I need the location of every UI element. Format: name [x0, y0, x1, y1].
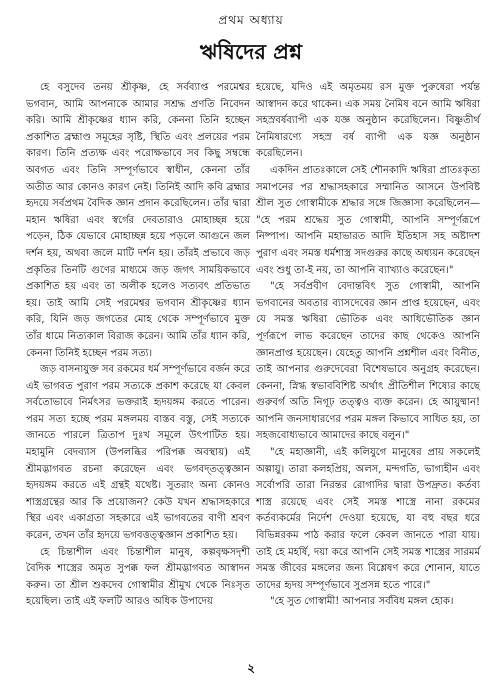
paragraph: হে বসুদেব তনয় শ্রীকৃষ্ণ, হে সর্বব্যাপ্ত পরমেশ্বর ভগবান, আমি আপনাকে আমার সশ্রদ্ধ প্রণতি নিবেদন করি। আমি শ্রীকৃষ্ণের ধ্যান করি, কেননা তিনি হচ্ছেন প্রকাশিত ব্রহ্মাণ্ড সমূহের সৃষ্টি, স্থিতি এবং প্রলয়ের পরম কারণ। তিনি প্রত্যক্ষ এবং পরোক্ষভাবে সব কিছু সম্বন্ধে অবগত এবং তিনি সম্পূর্ণভাবে স্বাধীন, কেননা তাঁর অতীত আর কোনও কারণ নেই। তিনিই আদি কবি ব্রহ্মার হৃদয়ে সর্বপ্রথম বৈদিক জ্ঞান প্রদান করেছিলেন। তাঁর দ্বারা মহান ঋষিরা এবং স্বর্গের দেবতারাও মোহাচ্ছন্ন হয়ে পড়েন, ঠিক যেভাবে মোহাচ্ছন্ন হয়ে পড়লে আগুনে জল দর্শন হয়, অথবা জলে মাটি দর্শন হয়। তাঁরই প্রভাবে জড় প্রকৃতির তিনটি গুণের মাধ্যমে জড় জগৎ সাময়িকভাবে প্রকাশিত হয় এবং তা অলীক হলেও সত্যবৎ প্রতিভাত হয়। তাই আমি সেই পরমেশ্বর ভগবান শ্রীকৃষ্ণের ধ্যান করি, যিনি জড় জগতের মোহ থেকে সম্পূর্ণভাবে মুক্ত তাঁর ধামে নিত্যকাল বিরাজ করেন। আমি তাঁর ধ্যান করি, কেননা তিনিই হচ্ছেন পরম সত্য।: [26, 82, 250, 359]
paragraph: জড় বাসনাযুক্ত সব রকমের ধর্ম সম্পূর্ণভাবে বর্জন করে এই ভাগবত পুরাণ পরম সত্যকে প্রকাশ করেছে যা কেবল সর্বতোভাবে নির্মৎসর ভক্তরাই হৃদয়ঙ্গম করতে পারেন। পরম সত্য হচ্ছে পরম মঙ্গলময় বাস্তব বস্তু, সেই সত্যকে জানতে পারলে ত্রিতাপ দুঃখ সমূলে উৎপাটিত হয়। মহামুনি বেদব্যাস (উপলব্ধির পরিপক্ক অবস্থায়) এই শ্রীমদ্ভাগবত রচনা করেছেন এবং ভগবদ্তত্ত্বজ্ঞান হৃদয়ঙ্গম করতে এই গ্রন্থই যথেষ্ট। সুতরাং অন্য কোনও শাস্ত্রগ্রন্থের আর কি প্রয়োজন? কেউ যখন শ্রদ্ধাসহকারে স্থির এবং একাগ্রতা সহকারে এই ভাগবতের বাণী শ্রবণ করেন, তখন তাঁর হৃদয়ে ভগবত্তত্ত্বজ্ঞান প্রকাশিত হয়।: [26, 364, 250, 542]
chapter-title: ঋষিদের প্রশ্ন: [199, 39, 303, 64]
paragraph: হয়েছে, যদিও এই অমৃতময় রস মুক্ত পুরুষেরা পর্যন্ত আস্বাদন করে থাকেন। এক সময় নৈমিষ বনে আমি ঋষিরা সহস্রবর্ষব্যাপী এক যজ্ঞ অনুষ্ঠান করেছিলেন। বিষ্ণুতীর্থ নৈমিষারণ্যে সহস্র বর্ষ ব্যাপী এক যজ্ঞ অনুষ্ঠান করেছিলেন।: [256, 82, 480, 160]
left-column: [26, 80, 250, 611]
paragraph: একদিন প্রাতঃকালে সেই শৌনকাদি ঋষিরা প্রাতঃকৃত্য সমাপনের পর শ্রদ্ধাসহকারে সম্মানিত আসনে উপবিষ্ট শ্রীল সুত গোস্বামীকে শ্রদ্ধার সঙ্গে জিজ্ঞাসা করেছিলেন— "হে পরম শ্রদ্ধেয় সুত গোস্বামী, আপনি সম্পূর্ণরূপে নিষ্পাপ। আপনি মহাভারত আদি ইতিহাস সহ অষ্টাদশ পুরাণ এবং সমস্ত ধর্মশাস্ত্র সদগুরুর কাছে অধ্যয়ন করেছেন এবং শুধু তা-ই নয়, তা আপনি ব্যাখ্যাও করেছেন।": [256, 164, 480, 276]
paragraph: "হে সর্বপ্রবীণ বেদান্তবিৎ সুত গোস্বামী, আপনি ভগবানের অবতার ব্যাসদেবের জ্ঞান প্রাপ্ত হয়েছেন, এবং যে সমস্ত ঋষিরা ভৌতিক এবং আধিভৌতিক জ্ঞান পূর্ণরূপে লাভ করেছেন তাদের কাছ থেকেও আপনি জ্ঞানপ্রাপ্ত হয়েছেন। যেহেতু আপনি প্রশ্নশীল এবং বিনীত, তাই আপনার গুরুদেবেরা বিশেষভাবে অনুগ্রহ করেছেন। কেননা, স্নিগ্ধ স্বভাববিশিষ্ট অর্থাৎ প্রীতিশীল শিষ্যের কাছে গুরুবর্গ অতি নিগূঢ় তত্ত্বও ব্যক্ত করেন। হে আয়ুষ্মান! আপনি জনসাধারণের পরম মঙ্গল কিভাবে সাধিত হয়, তা সহজবোধ্যভাবে আমাদের কাছে বলুন।": [256, 281, 480, 442]
chapter-label: প্রথম অধ্যায়: [218, 13, 284, 27]
paragraph: "হে সুত গোস্বামী! আপনার সর্ববিধ মঙ্গল হোক।: [270, 596, 454, 608]
paragraph: হে চিন্তাশীল এবং চিন্তাশীল মানুষ, কল্পবৃক্ষসদৃশী বৈদিক শাস্ত্রের অমৃত সুপক্ক ফল শ্রীমদ্ভাগবত আস্বাদন করুন। তা শ্রীল শুকদেব গোস্বামীর শ্রীমুখ থেকে নিঃসৃত হয়েছিল। তাই এই ফলটি আরও অধিক উপাদেয়: [26, 546, 250, 608]
page-number: ২: [247, 661, 255, 675]
right-column: [256, 80, 480, 611]
paragraph: "হে মহাজ্ঞানী, এই কলিযুগে মানুষের প্রায় সকলেই অল্পায়ু। তারা কলহপ্রিয়, অলস, মন্দগতি, ভাগ্যহীন এবং সর্বোপরি তারা নিরন্তর রোগাদির দ্বারা উপদ্রুত। কর্তব্য শাস্ত্র রয়েছে এবং সেই সমস্ত শাস্ত্রে নানা রকমের কর্তব্যকর্মের নির্দেশ দেওয়া হয়েছে, যা বহু বছর ধরে বিভিন্নরকম পাঠ করার ফলে কেবল জানতে পারা যায়। তাই হে মহর্ষি, দয়া করে আপনি সেই সমস্ত শাস্ত্রের সারমর্ম সমস্ত জীবের মঙ্গলের জন্য বিশ্লেষণ করে শোনান, যাতে তাদের হৃদয় সম্পূর্ণভাবে সুপ্রসন্ন হতে পারে।": [256, 447, 480, 591]
